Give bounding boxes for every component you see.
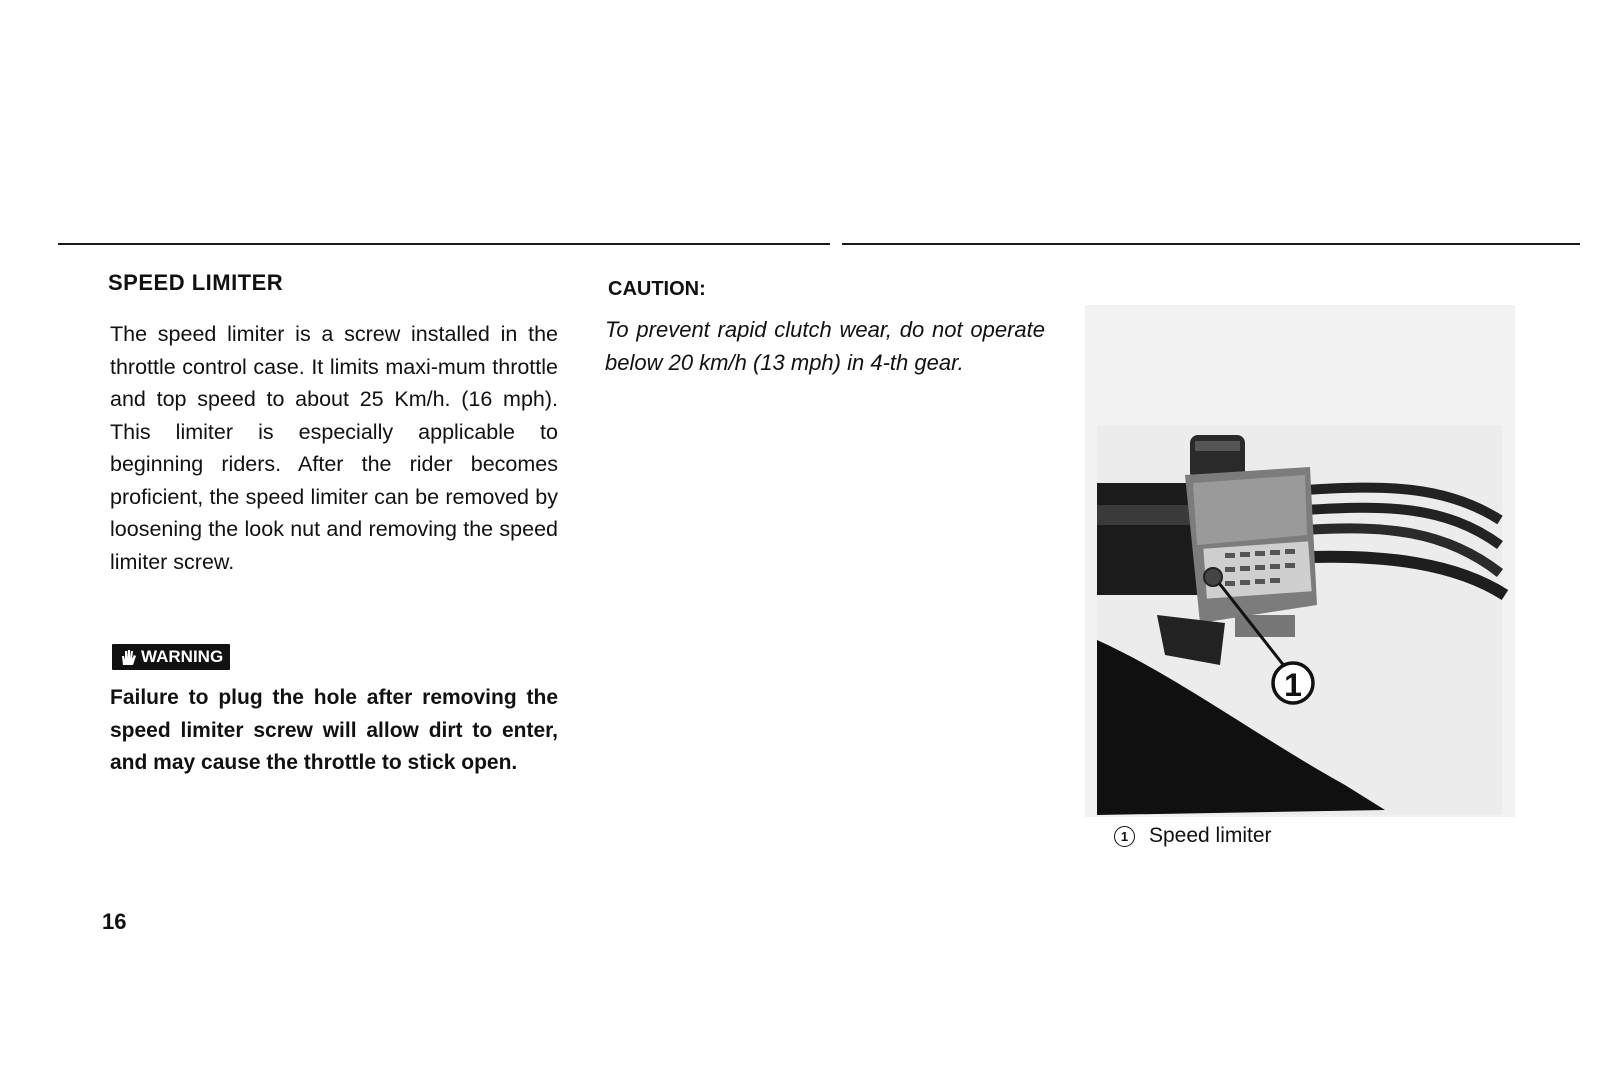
section-heading: SPEED LIMITER <box>108 270 284 295</box>
photo-callout: 1 <box>1284 667 1302 703</box>
caution-text: To prevent rapid clutch wear, do not operate below 20 km/h (13 mph) in 4-th gear. <box>605 317 1045 375</box>
throttle-photo <box>1085 305 1515 817</box>
caption-text: Speed limiter <box>1149 824 1272 847</box>
caption-number: 1 <box>1114 826 1135 847</box>
caution-label: CAUTION: <box>608 278 706 300</box>
hand-icon <box>118 647 138 667</box>
section-body: The speed limiter is a screw installed in the throttle control case. It limits maxi-mum throttle and top speed to about 25 Km/h. (16 mph). This limiter is especially applicable to beginning riders. After the rider becomes proficient, the speed limiter can be removed by loosening the look nut and removing the speed limiter screw. <box>110 322 558 574</box>
top-rule-right <box>842 243 1580 245</box>
figure-caption <box>1114 824 1272 848</box>
page-number: 16 <box>102 909 127 934</box>
top-rule-left <box>58 243 830 245</box>
warning-label: WARNING <box>141 647 224 666</box>
warning-text: Failure to plug the hole after removing the speed limiter screw will allow dirt to enter, and may cause the throttle to stick open. <box>110 686 558 774</box>
warning-badge <box>112 644 230 670</box>
